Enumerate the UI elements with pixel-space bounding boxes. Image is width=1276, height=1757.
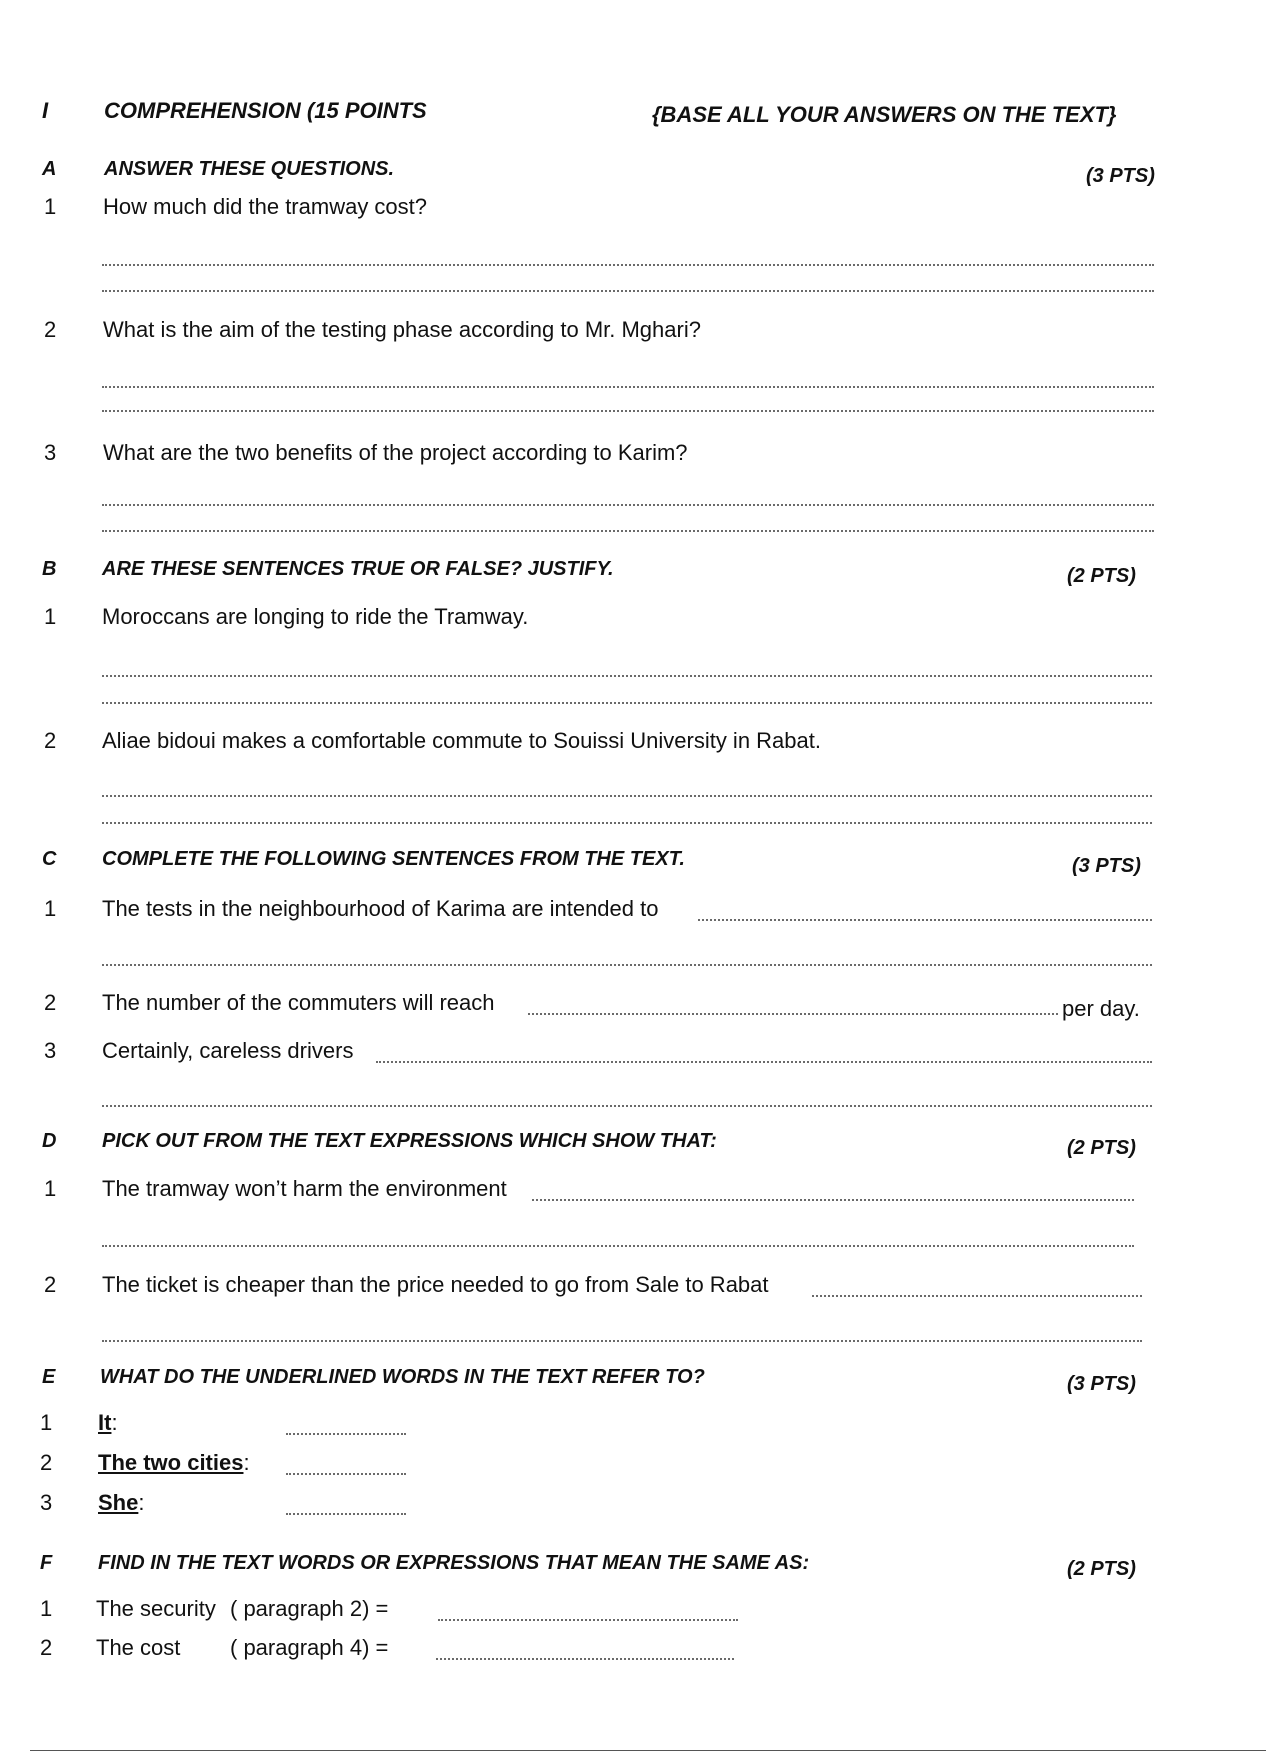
- answer-line[interactable]: [102, 386, 1154, 388]
- section-d-points: (2 PTS): [1067, 1137, 1136, 1159]
- colon: :: [138, 1490, 145, 1515]
- section-a-title: ANSWER THESE QUESTIONS.: [104, 158, 395, 180]
- answer-line[interactable]: [102, 290, 1154, 292]
- synonym-prompt-word: The cost: [96, 1635, 181, 1660]
- answer-line[interactable]: [532, 1199, 1134, 1201]
- section-f-title: FIND IN THE TEXT WORDS OR EXPRESSIONS THAT MEAN THE SAME AS:: [98, 1552, 810, 1574]
- section-d-letter: D: [42, 1130, 57, 1152]
- section-a-letter: A: [42, 158, 57, 180]
- answer-line[interactable]: [102, 1245, 1134, 1247]
- section-c-title: COMPLETE THE FOLLOWING SENTENCES FROM THE TEXT.: [102, 848, 685, 870]
- question-text: What is the aim of the testing phase according to Mr. Mghari?: [103, 317, 701, 342]
- synonym-prompt-word: The security: [96, 1596, 216, 1621]
- section-b-title: ARE THESE SENTENCES TRUE OR FALSE? JUSTIFY.: [102, 558, 614, 580]
- question-number: 3: [44, 440, 57, 465]
- answer-line[interactable]: [102, 1340, 1142, 1342]
- reference-word: [98, 1490, 144, 1516]
- section-c-points: (3 PTS): [1072, 855, 1141, 877]
- reference-word: [98, 1410, 118, 1436]
- question-number: 2: [44, 990, 57, 1015]
- answer-line[interactable]: [698, 919, 1152, 921]
- section-b-letter: B: [42, 558, 57, 580]
- page-title: COMPREHENSION (15 POINTS: [104, 98, 427, 123]
- question-number: 2: [44, 728, 57, 753]
- section-b-points: (2 PTS): [1067, 565, 1136, 587]
- answer-line[interactable]: [102, 410, 1154, 412]
- answer-line[interactable]: [102, 530, 1154, 532]
- question-number: 2: [40, 1635, 53, 1660]
- question-text: Aliae bidoui makes a comfortable commute to Souissi University in Rabat.: [102, 728, 821, 753]
- paragraph-reference: ( paragraph 4) =: [230, 1635, 389, 1660]
- question-number: 2: [40, 1450, 53, 1475]
- question-text: What are the two benefits of the project according to Karim?: [103, 440, 688, 465]
- answer-line[interactable]: [286, 1433, 406, 1435]
- section-e-letter: E: [42, 1366, 56, 1388]
- question-text: Moroccans are longing to ride the Tramway.: [102, 604, 529, 629]
- question-suffix: per day.: [1062, 996, 1140, 1021]
- answer-line[interactable]: [376, 1061, 1152, 1063]
- underlined-word: It: [98, 1410, 112, 1435]
- question-text: Certainly, careless drivers: [102, 1038, 354, 1063]
- answer-line[interactable]: [436, 1658, 734, 1660]
- section-e-title: WHAT DO THE UNDERLINED WORDS IN THE TEXT REFER TO?: [100, 1366, 705, 1388]
- answer-line[interactable]: [102, 795, 1152, 797]
- question-number: 2: [44, 317, 57, 342]
- question-number: 1: [44, 896, 57, 921]
- answer-line[interactable]: [102, 504, 1154, 506]
- section-e-points: (3 PTS): [1067, 1373, 1136, 1395]
- question-number: 3: [44, 1038, 57, 1063]
- question-text: The ticket is cheaper than the price needed to go from Sale to Rabat: [102, 1272, 769, 1297]
- section-d-title: PICK OUT FROM THE TEXT EXPRESSIONS WHICH SHOW THAT:: [102, 1130, 717, 1152]
- question-number: 3: [40, 1490, 53, 1515]
- answer-line[interactable]: [102, 964, 1152, 966]
- answer-line[interactable]: [102, 702, 1152, 704]
- answer-line[interactable]: [102, 1105, 1152, 1107]
- colon: :: [111, 1410, 118, 1435]
- answer-line[interactable]: [286, 1513, 406, 1515]
- bottom-divider: [30, 1750, 1266, 1751]
- answer-line[interactable]: [812, 1295, 1142, 1297]
- question-number: 1: [40, 1410, 53, 1435]
- underlined-word: She: [98, 1490, 139, 1515]
- answer-line[interactable]: [286, 1473, 406, 1475]
- question-number: 1: [44, 194, 57, 219]
- question-text: The tests in the neighbourhood of Karima are intended to: [102, 896, 659, 921]
- question-text: The tramway won’t harm the environment: [102, 1176, 507, 1201]
- section-a-points: (3 PTS): [1086, 165, 1155, 187]
- answer-line[interactable]: [528, 1013, 1058, 1015]
- colon: :: [243, 1450, 250, 1475]
- section-roman-numeral: I: [42, 98, 49, 123]
- answer-line[interactable]: [102, 264, 1154, 266]
- question-number: 2: [44, 1272, 57, 1297]
- header-instruction: {BASE ALL YOUR ANSWERS ON THE TEXT}: [652, 102, 1117, 127]
- underlined-word: The two cities: [98, 1450, 244, 1475]
- section-c-letter: C: [42, 848, 57, 870]
- section-f-points: (2 PTS): [1067, 1558, 1136, 1580]
- answer-line[interactable]: [102, 822, 1152, 824]
- paragraph-reference: ( paragraph 2) =: [230, 1596, 389, 1621]
- question-number: 1: [44, 604, 57, 629]
- question-number: 1: [44, 1176, 57, 1201]
- answer-line[interactable]: [102, 675, 1152, 677]
- answer-line[interactable]: [438, 1619, 738, 1621]
- section-f-letter: F: [40, 1552, 53, 1574]
- question-text: The number of the commuters will reach: [102, 990, 495, 1015]
- reference-word: [98, 1450, 250, 1476]
- question-text: How much did the tramway cost?: [103, 194, 428, 219]
- question-number: 1: [40, 1596, 53, 1621]
